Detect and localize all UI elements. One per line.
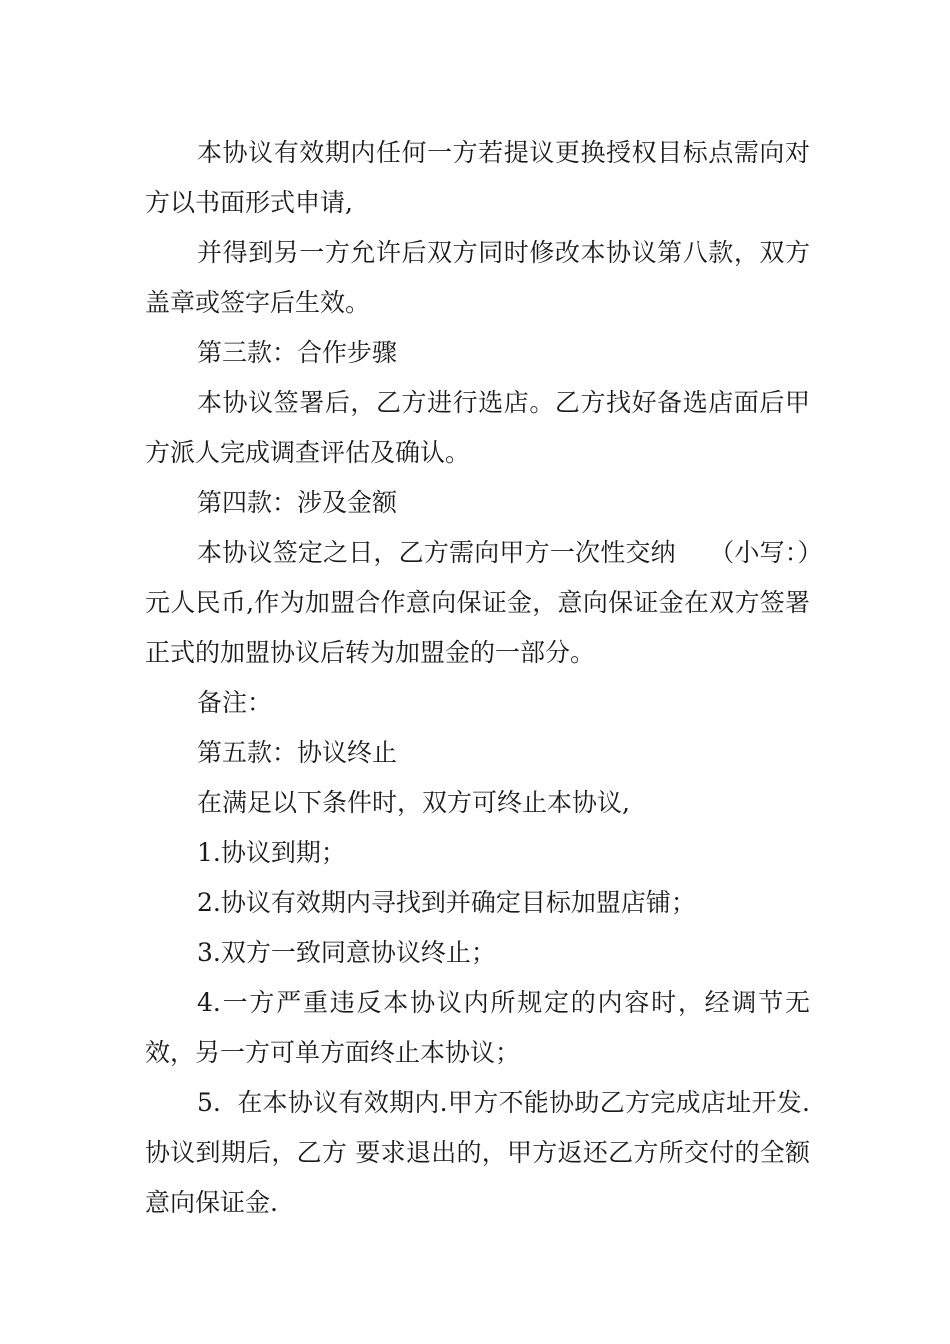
paragraph-permission: 并得到另一方允许后双方同时修改本协议第八款，双方盖章或签字后生效。 [145, 238, 810, 317]
heading-clause-4: 第四款：涉及金额 [197, 488, 398, 517]
paragraph-remarks: 备注： [197, 688, 273, 717]
paragraph-deposit: 本协议签定之日，乙方需向甲方一次性交纳 （小写：）元人民币,作为加盟合作意向保证金，意向保证金在双方签署正式的加盟协议后转为加盟金的一部分。 [145, 538, 810, 667]
list-item-5: 5. 在本协议有效期内.甲方不能协助乙方完成店址开发. 协议到期后，乙方 要求退出的，甲方返还乙方所交付的全额意向保证金. [145, 1088, 818, 1217]
list-item-4: 4.一方严重违反本协议内所规定的内容时，经调节无效，另一方可单方面终止本协议； [145, 988, 810, 1067]
heading-clause-5: 第五款：协议终止 [197, 738, 398, 767]
paragraph-termination-intro: 在满足以下条件时，双方可终止本协议, [197, 788, 630, 817]
document-body [145, 128, 818, 1228]
list-item-1: 1.协议到期； [197, 838, 346, 867]
heading-clause-3: 第三款：合作步骤 [197, 338, 398, 367]
list-item-3: 3.双方一致同意协议终止； [197, 938, 496, 967]
paragraph-site-selection: 本协议签署后，乙方进行选店。乙方找好备选店面后甲方派人完成调查评估及确认。 [145, 388, 810, 467]
paragraph-target-change: 本协议有效期内任何一方若提议更换授权目标点需向对方以书面形式申请, [145, 138, 810, 217]
list-item-2: 2.协议有效期内寻找到并确定目标加盟店铺； [197, 888, 696, 917]
